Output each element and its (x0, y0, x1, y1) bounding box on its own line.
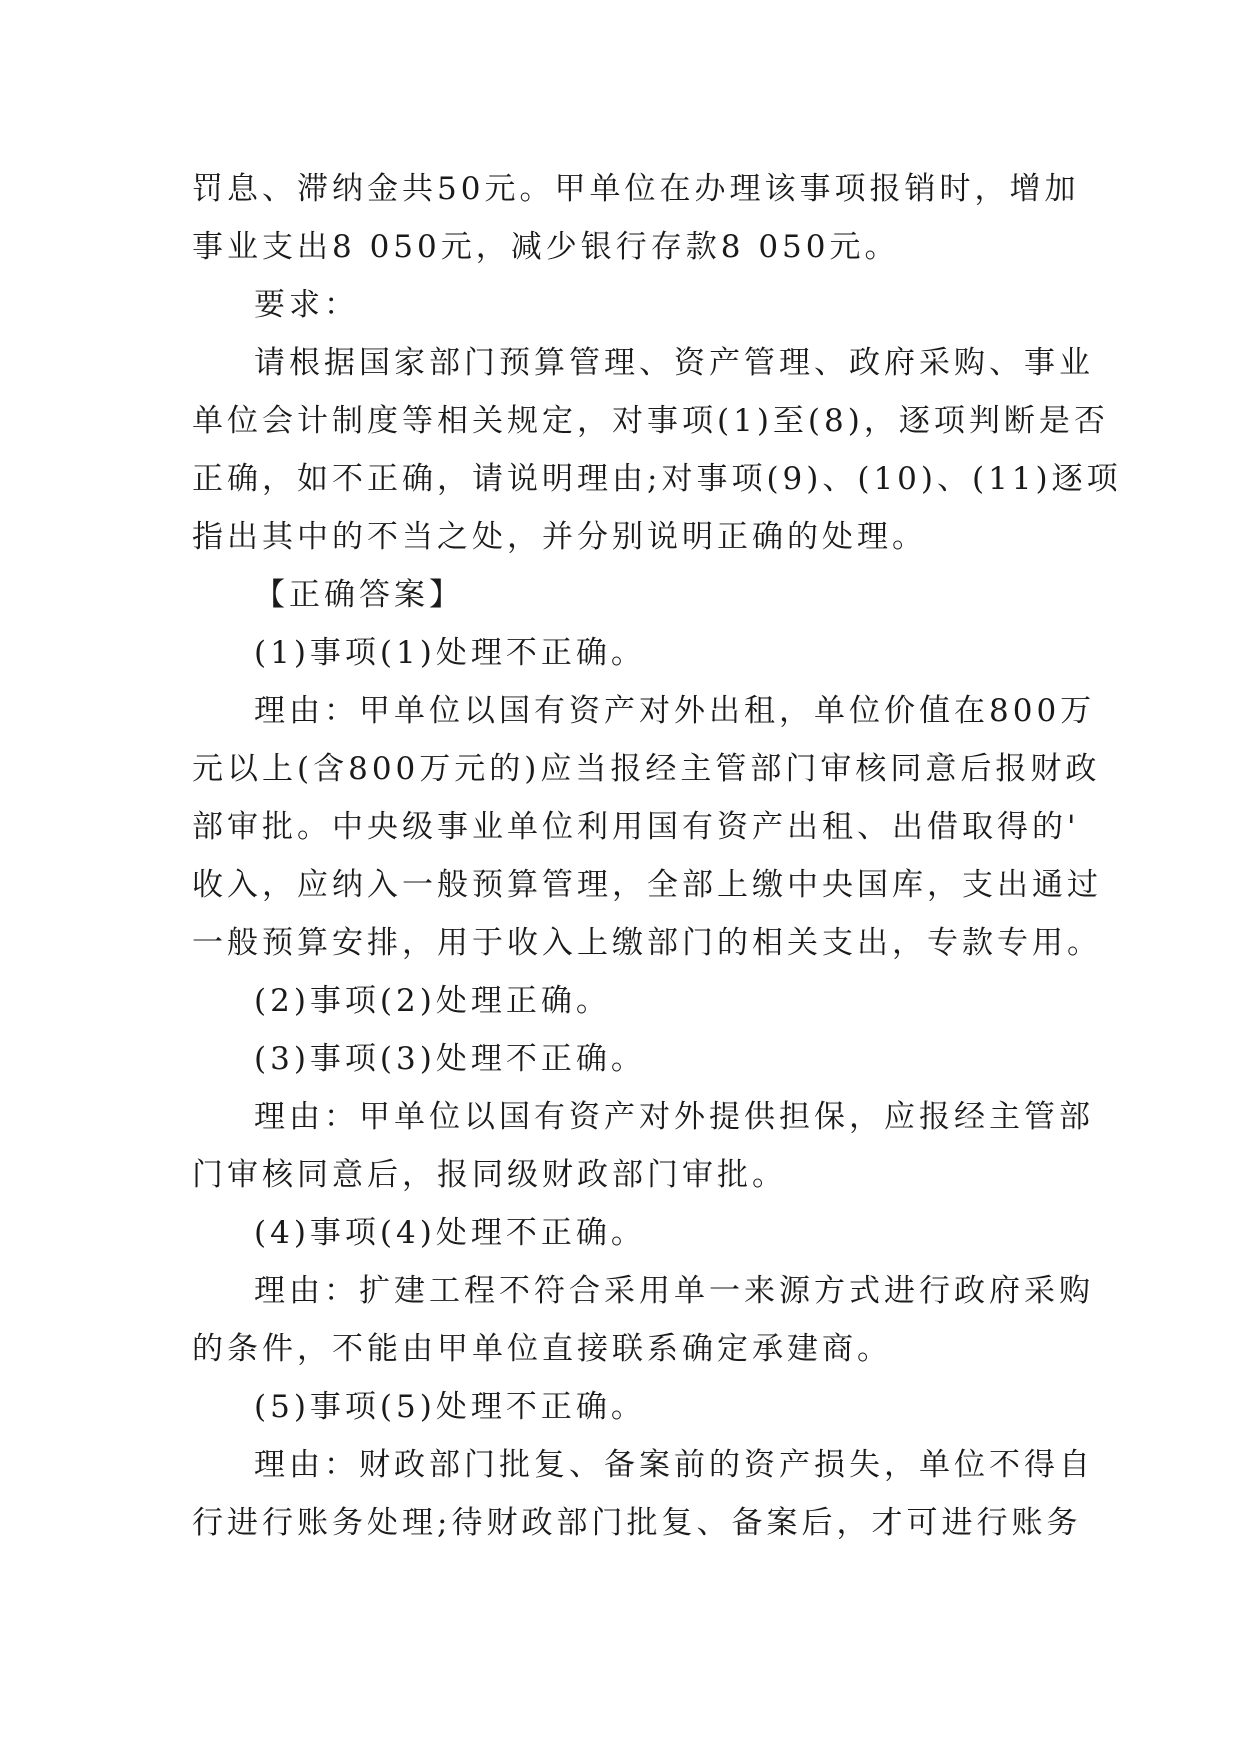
answer-item-5: (5)事项(5)处理不正确。 (254, 1389, 646, 1425)
text-line-14: 一般预算安排，用于收入上缴部门的相关支出，专款专用。 (192, 925, 1102, 961)
answer-item-4: (4)事项(4)处理不正确。 (254, 1215, 646, 1251)
text-line-20: 理由：扩建工程不符合采用单一来源方式进行政府采购 (254, 1273, 1094, 1309)
text-line-12: 部审批。中央级事业单位利用国有资产出租、出借取得的' (192, 809, 1080, 845)
document-body (192, 160, 1122, 1552)
text-line-18: 门审核同意后，报同级财政部门审批。 (192, 1157, 787, 1193)
text-line-17: 理由：甲单位以国有资产对外提供担保，应报经主管部 (254, 1099, 1094, 1135)
text-line-6: 正确，如不正确，请说明理由;对事项(9)、(10)、(11)逐项 (192, 461, 1122, 497)
answer-item-3: (3)事项(3)处理不正确。 (254, 1041, 646, 1077)
answer-heading: 【正确答案】 (254, 577, 464, 613)
text-line-11: 元以上(含800万元的)应当报经主管部门审核同意后报财政 (192, 751, 1101, 787)
answer-item-2: (2)事项(2)处理正确。 (254, 983, 611, 1019)
text-line-23: 理由：财政部门批复、备案前的资产损失，单位不得自 (254, 1447, 1094, 1483)
text-line-5: 单位会计制度等相关规定，对事项(1)至(8)，逐项判断是否 (192, 403, 1109, 439)
text-line-2: 事业支出8 050元，减少银行存款8 050元。 (192, 229, 900, 265)
text-line-13: 收入，应纳入一般预算管理，全部上缴中央国库，支出通过 (192, 867, 1102, 903)
requirements-heading: 要求： (254, 287, 359, 323)
text-line-7: 指出其中的不当之处，并分别说明正确的处理。 (192, 519, 927, 555)
text-line-24: 行进行账务处理;待财政部门批复、备案后，才可进行账务 (192, 1505, 1082, 1541)
text-line-10: 理由：甲单位以国有资产对外出租，单位价值在800万 (254, 693, 1096, 729)
text-line-1: 罚息、滞纳金共50元。甲单位在办理该事项报销时，增加 (192, 171, 1080, 207)
text-line-21: 的条件，不能由甲单位直接联系确定承建商。 (192, 1331, 892, 1367)
text-line-4: 请根据国家部门预算管理、资产管理、政府采购、事业 (254, 345, 1094, 381)
answer-item-1: (1)事项(1)处理不正确。 (254, 635, 646, 671)
